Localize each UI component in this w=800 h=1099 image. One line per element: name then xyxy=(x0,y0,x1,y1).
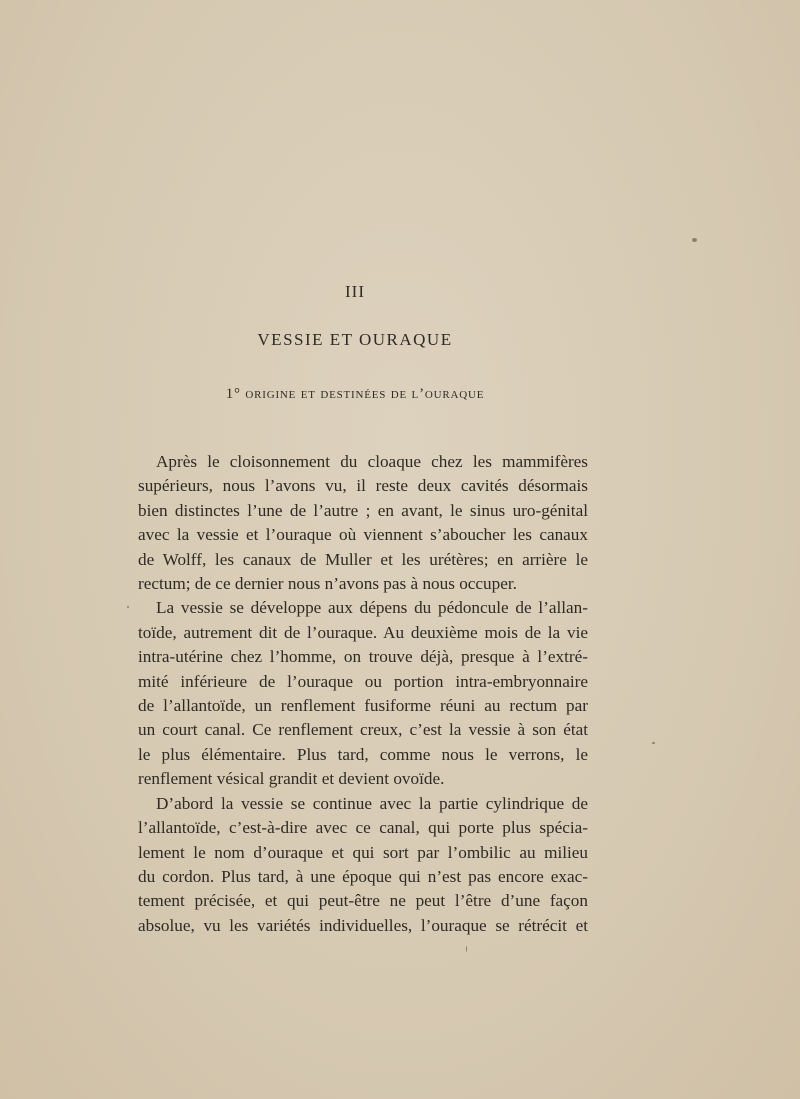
paragraph-1 xyxy=(138,450,588,596)
text-line: un court canal. Ce renflement creux, c’est la vessie à son état xyxy=(138,720,588,740)
text-line: rectum; de ce dernier nous n’avons pas à nous occuper. xyxy=(138,574,517,594)
text-line: La vessie se développe aux dépens du pédoncule de l’allan- xyxy=(156,598,588,618)
text-line: lement le nom d’ouraque et qui sort par l’ombilic au milieu xyxy=(138,842,588,862)
paper-speck xyxy=(466,946,467,952)
paper-speck xyxy=(652,742,655,744)
text-line: l’allantoïde, c’est-à-dire avec ce canal, qui porte plus spécia- xyxy=(138,818,588,838)
text-line: bien distinctes l’une de l’autre ; en avant, le sinus uro-génital xyxy=(138,500,588,520)
chapter-title: VESSIE ET OURAQUE xyxy=(257,330,453,349)
text-line: renflement vésical grandit et devient ovoïde. xyxy=(138,769,445,789)
subsection-title: 1° origine et destinées de l’ouraque xyxy=(225,386,485,402)
text-line: de l’allantoïde, un renflement fusiforme réuni au rectum par xyxy=(138,696,588,716)
text-line: mité inférieure de l’ouraque ou portion intra-embryonnaire xyxy=(138,671,588,691)
body-text xyxy=(138,450,588,938)
text-line: tement précisée, et qui peut-être ne peut l’être d’une façon xyxy=(138,891,588,911)
text-line: de Wolff, les canaux de Muller et les urétères; en arrière le xyxy=(138,549,588,569)
text-line: toïde, autrement dit de l’ouraque. Au deuxième mois de la vie xyxy=(138,622,588,642)
paper-speck xyxy=(692,238,697,242)
text-line: intra-utérine chez l’homme, on trouve déjà, presque à l’extré- xyxy=(138,647,588,667)
paragraph-3 xyxy=(138,792,588,938)
paper-speck xyxy=(127,606,129,608)
paragraph-2 xyxy=(138,596,588,791)
text-line: absolue, vu les variétés individuelles, l’ouraque se rétrécit et xyxy=(138,915,588,935)
text-line: D’abord la vessie se continue avec la partie cylindrique de xyxy=(156,793,588,813)
text-line: le plus élémentaire. Plus tard, comme nous le verrons, le xyxy=(138,744,588,764)
section-number: III xyxy=(345,282,365,301)
text-line: supérieurs, nous l’avons vu, il reste deux cavités désormais xyxy=(138,476,588,496)
text-line: Après le cloisonnement du cloaque chez les mammifères xyxy=(156,452,588,471)
text-line: avec la vessie et l’ouraque où viennent s’aboucher les canaux xyxy=(138,525,588,545)
text-line: du cordon. Plus tard, à une époque qui n’est pas encore exac- xyxy=(138,866,588,886)
